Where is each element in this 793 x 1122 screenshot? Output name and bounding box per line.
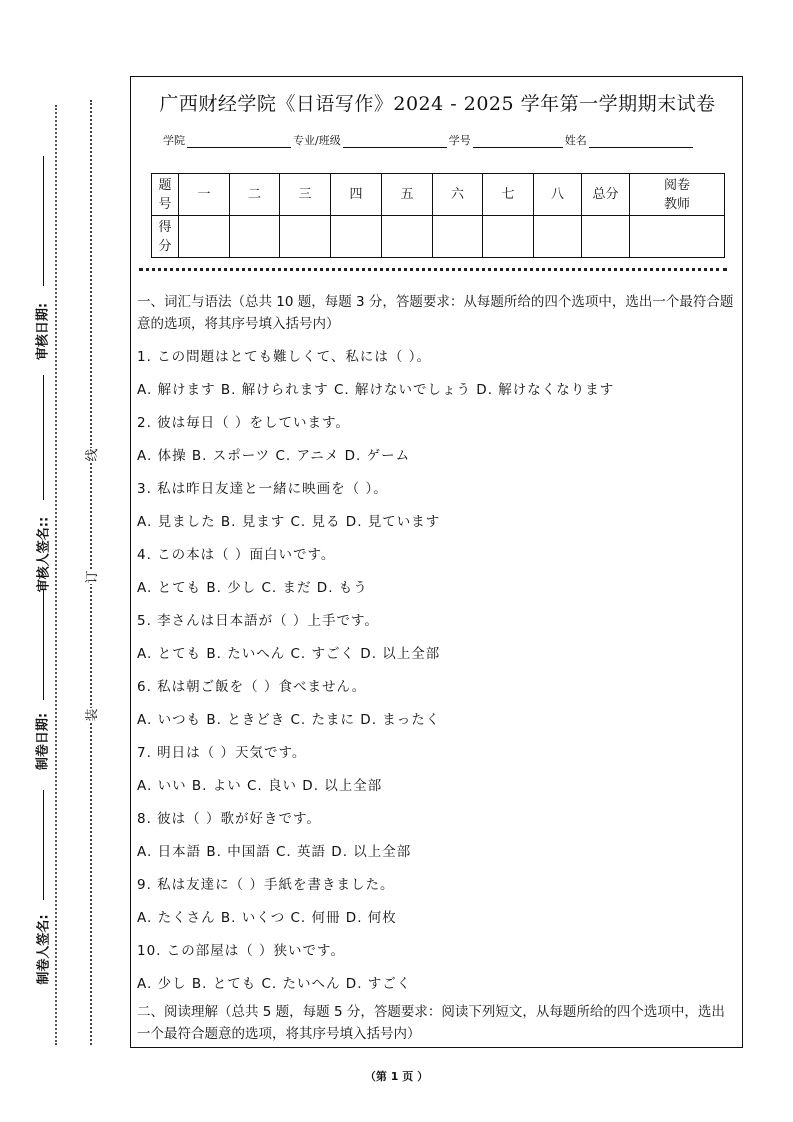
score-cell-teacher[interactable] <box>630 216 725 258</box>
score-cell[interactable] <box>382 216 433 258</box>
score-cell[interactable] <box>179 216 230 258</box>
question-options: A. とても B. 少し C. まだ D. もう <box>137 580 368 596</box>
question-options: A. とても B. たいへん C. すごく D. 以上全部 <box>137 646 441 662</box>
col-header-total: 总分 <box>582 174 630 216</box>
score-cell[interactable] <box>534 216 582 258</box>
score-table-row-header <box>152 174 725 216</box>
question-stem: 2. 彼は毎日（ ）をしています。 <box>137 415 350 431</box>
major-field[interactable] <box>343 135 447 148</box>
row-label-question: 题 号 <box>152 174 179 216</box>
question-stem: 8. 彼は（ ）歌が好きです。 <box>137 811 321 827</box>
col-header: 六 <box>433 174 483 216</box>
student-id-label: 学号 <box>448 134 471 147</box>
make-date-label: 制卷日期: <box>35 712 51 771</box>
college-label: 学院 <box>163 134 185 147</box>
reviewer-sign-label: 审核人签名:: <box>36 516 52 593</box>
name-label: 姓名 <box>564 134 587 147</box>
exam-frame <box>130 76 743 1048</box>
question-stem: 7. 明日は（ ）天気です。 <box>137 745 307 761</box>
signature-line <box>43 156 44 286</box>
score-cell[interactable] <box>433 216 483 258</box>
binding-char-zhuang: 装 <box>85 708 100 722</box>
col-header: 五 <box>382 174 433 216</box>
major-label: 专业/班级 <box>293 134 341 147</box>
college-field[interactable] <box>187 135 291 148</box>
score-cell[interactable] <box>230 216 280 258</box>
col-header: 一 <box>179 174 230 216</box>
row-label-score: 得 分 <box>152 216 179 258</box>
signature-line <box>43 375 44 500</box>
binding-char-xian: 线 <box>85 448 100 462</box>
question-options: A. いい B. よい C. 良い D. 以上全部 <box>137 778 383 794</box>
section2-heading: 二、阅读理解（总共 5 题，每题 5 分，答题要求：阅读下列短文，从每题所给的四个选项中，选出一个最符合题意的选项，将其序号填入括号内） <box>137 1004 725 1042</box>
student-info-line <box>163 132 695 148</box>
col-header-teacher: 阅卷 教师 <box>630 174 725 216</box>
col-header: 四 <box>331 174 382 216</box>
score-cell-total[interactable] <box>582 216 630 258</box>
signature-line <box>43 790 44 900</box>
section1-heading: 一、词汇与语法（总共 10 题，每题 3 分，答题要求：从每题所给的四个选项中，选出一个最符合题意的选项，将其序号填入括号内） <box>137 294 734 332</box>
question-options: A. 少し B. とても C. たいへん D. すごく <box>137 976 412 992</box>
question-options: A. 見ました B. 見ます C. 見る D. 見ています <box>137 514 441 530</box>
question-stem: 3. 私は昨日友達と一緒に映画を（ ）。 <box>137 481 388 497</box>
question-options: A. 体操 B. スポーツ C. アニメ D. ゲーム <box>137 448 411 464</box>
question-options: A. いつも B. ときどき C. たまに D. まったく <box>137 712 441 728</box>
review-date-label: 审核日期: <box>35 302 51 361</box>
question-stem: 1. この問題はとても難しくて、私には（ ）。 <box>137 349 431 365</box>
student-id-field[interactable] <box>473 135 563 148</box>
question-stem: 10. この部屋は（ ）狭いです。 <box>137 943 345 959</box>
binding-char-ding: 订 <box>85 570 100 584</box>
col-header: 三 <box>280 174 331 216</box>
dotted-separator <box>139 268 727 271</box>
signature-line <box>43 590 44 700</box>
name-field[interactable] <box>589 135 693 148</box>
question-options: A. 解けます B. 解けられます C. 解けないでしょう D. 解けなくなります <box>137 382 615 398</box>
question-stem: 6. 私は朝ご飯を（ ）食べません。 <box>137 679 367 695</box>
dotted-line-outer <box>55 105 57 1045</box>
score-cell[interactable] <box>331 216 382 258</box>
col-header: 二 <box>230 174 280 216</box>
score-cell[interactable] <box>483 216 534 258</box>
question-stem: 9. 私は友達に（ ）手紙を書きました。 <box>137 877 395 893</box>
question-stem: 4. この本は（ ）面白いです。 <box>137 547 336 563</box>
score-table <box>151 173 725 258</box>
col-header: 七 <box>483 174 534 216</box>
binding-strip <box>0 0 125 1122</box>
exam-title: 广西财经学院《日语写作》2024 - 2025 学年第一学期期末试卷 <box>159 93 716 115</box>
question-stem: 5. 李さんは日本語が（ ）上手です。 <box>137 613 379 629</box>
page-number: （第 1 页 ） <box>364 1070 429 1083</box>
question-options: A. たくさん B. いくつ C. 何冊 D. 何枚 <box>137 910 397 926</box>
col-header: 八 <box>534 174 582 216</box>
score-cell[interactable] <box>280 216 331 258</box>
maker-sign-label: 制卷人签名: <box>36 914 52 985</box>
score-table-row-score <box>152 216 725 258</box>
question-options: A. 日本語 B. 中国語 C. 英語 D. 以上全部 <box>137 844 412 860</box>
